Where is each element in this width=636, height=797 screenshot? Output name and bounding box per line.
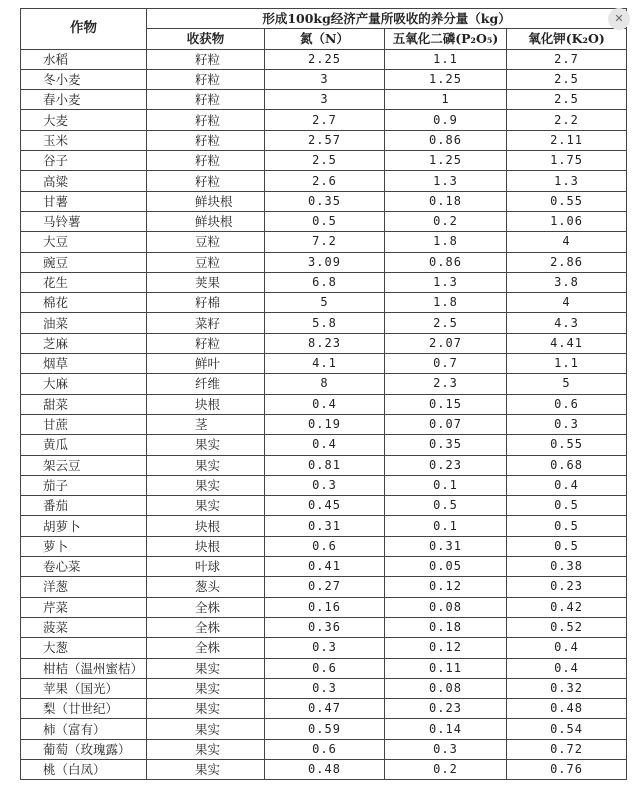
nitrogen-cell: 0.31 — [265, 516, 385, 536]
harvest-cell: 果实 — [147, 739, 265, 759]
header-crop: 作物 — [21, 9, 147, 50]
potassium-cell: 4 — [507, 293, 627, 313]
phosphorus-cell: 0.12 — [385, 638, 507, 658]
nitrogen-cell: 8 — [265, 374, 385, 394]
phosphorus-cell: 0.18 — [385, 191, 507, 211]
phosphorus-cell: 0.05 — [385, 557, 507, 577]
potassium-cell: 0.4 — [507, 638, 627, 658]
potassium-cell: 2.2 — [507, 110, 627, 130]
phosphorus-cell: 0.5 — [385, 496, 507, 516]
table-row — [21, 699, 627, 719]
phosphorus-cell: 0.23 — [385, 455, 507, 475]
crop-cell: 卷心菜 — [21, 557, 147, 577]
nitrogen-cell: 4.1 — [265, 354, 385, 374]
harvest-cell: 果实 — [147, 475, 265, 495]
phosphorus-cell: 0.14 — [385, 719, 507, 739]
potassium-cell: 0.52 — [507, 617, 627, 637]
table-row — [21, 516, 627, 536]
nitrogen-cell: 0.16 — [265, 597, 385, 617]
crop-cell: 番茄 — [21, 496, 147, 516]
phosphorus-cell: 2.5 — [385, 313, 507, 333]
table-row — [21, 130, 627, 150]
phosphorus-cell: 2.3 — [385, 374, 507, 394]
potassium-cell: 0.38 — [507, 557, 627, 577]
close-button[interactable] — [608, 8, 630, 30]
table-row — [21, 394, 627, 414]
potassium-cell: 0.6 — [507, 394, 627, 414]
nitrogen-cell: 0.4 — [265, 435, 385, 455]
nitrogen-cell: 0.3 — [265, 678, 385, 698]
potassium-cell: 0.55 — [507, 191, 627, 211]
phosphorus-cell: 0.2 — [385, 759, 507, 779]
table-row — [21, 333, 627, 353]
crop-cell: 柑桔（温州蜜桔） — [21, 658, 147, 678]
harvest-cell: 籽棉 — [147, 293, 265, 313]
table-row — [21, 435, 627, 455]
crop-cell: 油菜 — [21, 313, 147, 333]
crop-cell: 大麻 — [21, 374, 147, 394]
nitrogen-cell: 0.3 — [265, 638, 385, 658]
crop-cell: 芝麻 — [21, 333, 147, 353]
table-row — [21, 374, 627, 394]
crop-cell: 甜菜 — [21, 394, 147, 414]
nitrogen-cell: 7.2 — [265, 232, 385, 252]
nitrogen-cell: 0.47 — [265, 699, 385, 719]
potassium-cell: 2.11 — [507, 130, 627, 150]
phosphorus-cell: 0.11 — [385, 658, 507, 678]
harvest-cell: 籽粒 — [147, 151, 265, 171]
nitrogen-cell: 6.8 — [265, 272, 385, 292]
table-row — [21, 69, 627, 89]
potassium-cell: 0.23 — [507, 577, 627, 597]
phosphorus-cell: 0.2 — [385, 211, 507, 231]
harvest-cell: 果实 — [147, 658, 265, 678]
crop-cell: 棉花 — [21, 293, 147, 313]
crop-cell: 甘蔗 — [21, 414, 147, 434]
table-row — [21, 597, 627, 617]
nitrogen-cell: 2.6 — [265, 171, 385, 191]
harvest-cell: 籽粒 — [147, 171, 265, 191]
crop-cell: 花生 — [21, 272, 147, 292]
harvest-cell: 籽粒 — [147, 69, 265, 89]
crop-cell: 葡萄（玫瑰露） — [21, 739, 147, 759]
nitrogen-cell: 0.5 — [265, 211, 385, 231]
table-row — [21, 272, 627, 292]
crop-cell: 大麦 — [21, 110, 147, 130]
harvest-cell: 豆粒 — [147, 252, 265, 272]
harvest-cell: 叶球 — [147, 557, 265, 577]
potassium-cell: 0.55 — [507, 435, 627, 455]
crop-cell: 芹菜 — [21, 597, 147, 617]
potassium-cell: 0.4 — [507, 658, 627, 678]
nitrogen-cell: 3 — [265, 90, 385, 110]
nitrogen-cell: 0.27 — [265, 577, 385, 597]
nitrogen-cell: 0.19 — [265, 414, 385, 434]
crop-cell: 黄瓜 — [21, 435, 147, 455]
phosphorus-cell: 0.7 — [385, 354, 507, 374]
table-row — [21, 455, 627, 475]
harvest-cell: 全株 — [147, 617, 265, 637]
crop-cell: 梨（廿世纪） — [21, 699, 147, 719]
table-row — [21, 678, 627, 698]
harvest-cell: 籽粒 — [147, 110, 265, 130]
potassium-cell: 4.41 — [507, 333, 627, 353]
phosphorus-cell: 0.12 — [385, 577, 507, 597]
potassium-cell: 4.3 — [507, 313, 627, 333]
nitrogen-cell: 0.6 — [265, 739, 385, 759]
table-row — [21, 658, 627, 678]
phosphorus-cell: 0.86 — [385, 130, 507, 150]
table-row — [21, 211, 627, 231]
table-row — [21, 110, 627, 130]
table-row — [21, 171, 627, 191]
harvest-cell: 果实 — [147, 496, 265, 516]
crop-cell: 菠菜 — [21, 617, 147, 637]
potassium-cell: 1.75 — [507, 151, 627, 171]
nitrogen-cell: 0.41 — [265, 557, 385, 577]
header-potassium: 氧化钾(K₂O) — [507, 29, 627, 49]
crop-cell: 桃（白凤） — [21, 759, 147, 779]
harvest-cell: 块根 — [147, 394, 265, 414]
table-row — [21, 638, 627, 658]
phosphorus-cell: 0.86 — [385, 252, 507, 272]
harvest-cell: 豆粒 — [147, 232, 265, 252]
crop-cell: 大葱 — [21, 638, 147, 658]
nitrogen-cell: 0.48 — [265, 759, 385, 779]
potassium-cell: 0.68 — [507, 455, 627, 475]
nitrogen-cell: 8.23 — [265, 333, 385, 353]
crop-cell: 柿（富有） — [21, 719, 147, 739]
harvest-cell: 葱头 — [147, 577, 265, 597]
header-nutrient-group: 形成100kg经济产量所吸收的养分量（kg） — [147, 9, 627, 29]
table-body — [21, 49, 627, 780]
potassium-cell: 0.3 — [507, 414, 627, 434]
table-row — [21, 536, 627, 556]
nitrogen-cell: 3.09 — [265, 252, 385, 272]
phosphorus-cell: 0.1 — [385, 475, 507, 495]
nitrogen-cell: 5 — [265, 293, 385, 313]
table-row — [21, 293, 627, 313]
nitrogen-cell: 0.3 — [265, 475, 385, 495]
nitrogen-cell: 2.5 — [265, 151, 385, 171]
table-row — [21, 577, 627, 597]
table-row — [21, 739, 627, 759]
phosphorus-cell: 0.3 — [385, 739, 507, 759]
potassium-cell: 0.72 — [507, 739, 627, 759]
table-row — [21, 719, 627, 739]
nitrogen-cell: 0.36 — [265, 617, 385, 637]
nitrogen-cell: 0.45 — [265, 496, 385, 516]
phosphorus-cell: 0.31 — [385, 536, 507, 556]
potassium-cell: 0.48 — [507, 699, 627, 719]
header-row-group — [21, 9, 627, 29]
harvest-cell: 籽粒 — [147, 333, 265, 353]
potassium-cell: 0.5 — [507, 496, 627, 516]
harvest-cell: 籽粒 — [147, 49, 265, 69]
potassium-cell: 4 — [507, 232, 627, 252]
crop-cell: 马铃薯 — [21, 211, 147, 231]
phosphorus-cell: 0.1 — [385, 516, 507, 536]
harvest-cell: 果实 — [147, 699, 265, 719]
phosphorus-cell: 1.1 — [385, 49, 507, 69]
nitrogen-cell: 2.57 — [265, 130, 385, 150]
potassium-cell: 0.32 — [507, 678, 627, 698]
harvest-cell: 荚果 — [147, 272, 265, 292]
harvest-cell: 鲜块根 — [147, 191, 265, 211]
phosphorus-cell: 0.35 — [385, 435, 507, 455]
phosphorus-cell: 0.18 — [385, 617, 507, 637]
nitrogen-cell: 0.59 — [265, 719, 385, 739]
potassium-cell: 0.5 — [507, 516, 627, 536]
harvest-cell: 茎 — [147, 414, 265, 434]
harvest-cell: 果实 — [147, 678, 265, 698]
potassium-cell: 1.3 — [507, 171, 627, 191]
table-row — [21, 617, 627, 637]
crop-cell: 茄子 — [21, 475, 147, 495]
potassium-cell: 0.42 — [507, 597, 627, 617]
nitrogen-cell: 0.35 — [265, 191, 385, 211]
harvest-cell: 菜籽 — [147, 313, 265, 333]
header-harvest: 收获物 — [147, 29, 265, 49]
nutrient-table-container — [20, 8, 626, 780]
table-row — [21, 232, 627, 252]
phosphorus-cell: 0.23 — [385, 699, 507, 719]
crop-cell: 架云豆 — [21, 455, 147, 475]
harvest-cell: 全株 — [147, 638, 265, 658]
crop-cell: 甘薯 — [21, 191, 147, 211]
crop-cell: 苹果（国光） — [21, 678, 147, 698]
phosphorus-cell: 1.25 — [385, 69, 507, 89]
harvest-cell: 果实 — [147, 719, 265, 739]
table-row — [21, 496, 627, 516]
phosphorus-cell: 0.08 — [385, 678, 507, 698]
nitrogen-cell: 0.4 — [265, 394, 385, 414]
table-row — [21, 252, 627, 272]
phosphorus-cell: 1.8 — [385, 232, 507, 252]
crop-cell: 胡萝卜 — [21, 516, 147, 536]
potassium-cell: 1.06 — [507, 211, 627, 231]
crop-cell: 谷子 — [21, 151, 147, 171]
potassium-cell: 3.8 — [507, 272, 627, 292]
crop-cell: 烟草 — [21, 354, 147, 374]
harvest-cell: 果实 — [147, 455, 265, 475]
phosphorus-cell: 1.3 — [385, 272, 507, 292]
potassium-cell: 2.5 — [507, 90, 627, 110]
table-row — [21, 191, 627, 211]
harvest-cell: 籽粒 — [147, 90, 265, 110]
potassium-cell: 5 — [507, 374, 627, 394]
nitrogen-cell: 2.7 — [265, 110, 385, 130]
table-row — [21, 414, 627, 434]
table-row — [21, 759, 627, 779]
harvest-cell: 鲜叶 — [147, 354, 265, 374]
potassium-cell: 0.54 — [507, 719, 627, 739]
phosphorus-cell: 2.07 — [385, 333, 507, 353]
crop-cell: 冬小麦 — [21, 69, 147, 89]
harvest-cell: 籽粒 — [147, 130, 265, 150]
nutrient-uptake-table — [20, 8, 627, 780]
crop-cell: 玉米 — [21, 130, 147, 150]
nitrogen-cell: 5.8 — [265, 313, 385, 333]
nitrogen-cell: 0.81 — [265, 455, 385, 475]
nitrogen-cell: 3 — [265, 69, 385, 89]
crop-cell: 水稻 — [21, 49, 147, 69]
phosphorus-cell: 0.07 — [385, 414, 507, 434]
potassium-cell: 2.86 — [507, 252, 627, 272]
table-row — [21, 475, 627, 495]
phosphorus-cell: 0.15 — [385, 394, 507, 414]
crop-cell: 洋葱 — [21, 577, 147, 597]
harvest-cell: 全株 — [147, 597, 265, 617]
potassium-cell: 0.4 — [507, 475, 627, 495]
phosphorus-cell: 1.3 — [385, 171, 507, 191]
harvest-cell: 果实 — [147, 759, 265, 779]
potassium-cell: 2.7 — [507, 49, 627, 69]
header-phosphorus: 五氧化二磷(P₂O₅) — [385, 29, 507, 49]
harvest-cell: 鲜块根 — [147, 211, 265, 231]
harvest-cell: 块根 — [147, 516, 265, 536]
potassium-cell: 0.5 — [507, 536, 627, 556]
table-row — [21, 90, 627, 110]
phosphorus-cell: 1.8 — [385, 293, 507, 313]
header-nitrogen: 氮（N） — [265, 29, 385, 49]
nitrogen-cell: 0.6 — [265, 536, 385, 556]
crop-cell: 大豆 — [21, 232, 147, 252]
table-row — [21, 151, 627, 171]
harvest-cell: 块根 — [147, 536, 265, 556]
potassium-cell: 1.1 — [507, 354, 627, 374]
potassium-cell: 0.76 — [507, 759, 627, 779]
phosphorus-cell: 0.9 — [385, 110, 507, 130]
crop-cell: 萝卜 — [21, 536, 147, 556]
phosphorus-cell: 0.08 — [385, 597, 507, 617]
table-row — [21, 354, 627, 374]
table-row — [21, 313, 627, 333]
phosphorus-cell: 1 — [385, 90, 507, 110]
crop-cell: 豌豆 — [21, 252, 147, 272]
harvest-cell: 纤维 — [147, 374, 265, 394]
table-row — [21, 557, 627, 577]
close-icon: ✕ — [614, 12, 624, 25]
phosphorus-cell: 1.25 — [385, 151, 507, 171]
crop-cell: 春小麦 — [21, 90, 147, 110]
potassium-cell: 2.5 — [507, 69, 627, 89]
harvest-cell: 果实 — [147, 435, 265, 455]
crop-cell: 高粱 — [21, 171, 147, 191]
nitrogen-cell: 2.25 — [265, 49, 385, 69]
table-row — [21, 49, 627, 69]
nitrogen-cell: 0.6 — [265, 658, 385, 678]
